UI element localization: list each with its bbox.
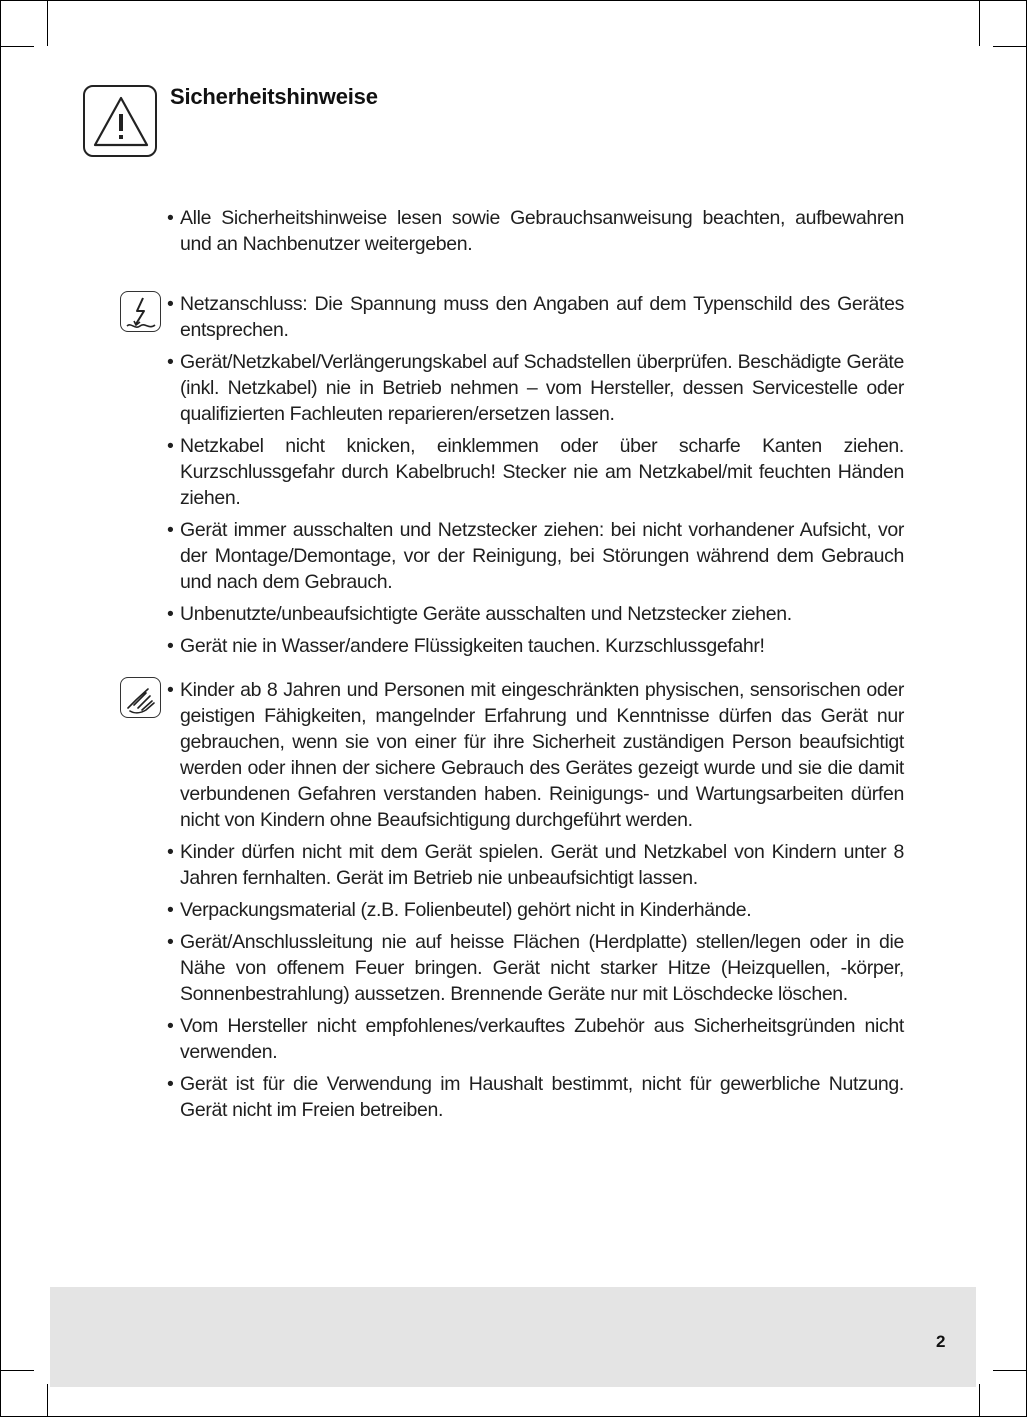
list-item: • Alle Sicherheitshinweise lesen sowie Gebrauchsanweisung beachten, aufbewahren und an Nachbenutzer weitergeben. [166,205,904,257]
list-item: • Gerät ist für die Verwendung im Haushalt bestimmt, nicht für gewerbliche Nutzung. Gerät nicht im Freien betreiben. [166,1071,904,1123]
list-item: • Gerät/Anschlussleitung nie auf heisse Flächen (Herdplatte) stellen/legen oder in die Nähe von offenem Feuer bringen. Gerät nicht starker Hitze (Heizquellen, -körper, Sonnenbestrahlung) aussetzen. Brennende Geräte nur mit Löschdecke löschen. [166,929,904,1007]
crop-mark [47,1384,48,1417]
list-item: • Kinder dürfen nicht mit dem Gerät spielen. Gerät und Netzkabel von Kindern unter 8 Jahren fernhalten. Gerät im Betrieb nie unbeaufsichtigt lassen. [166,839,904,891]
crop-mark [979,0,980,46]
crop-mark [993,1370,1027,1371]
crop-mark [47,0,48,46]
list-item: • Kinder ab 8 Jahren und Personen mit eingeschränkten physischen, sensorischen oder geistigen Fähigkeiten, mangelnder Erfahrung und Kenntnisse dürfen das Gerät nur gebrauchen, wenn sie von einer für ihre Sicherheit zuständigen Person beaufsichtigt werden oder ihnen der sichere Gebrauch des Gerätes gezeigt wurde und sie die damit verbundenen Gefahren verstanden haben. Reinigungs- und Wartungsarbeiten dürfen nicht von Kindern ohne Beaufsichtigung durchgeführt werden. [166,677,904,833]
list-item: • Gerät nie in Wasser/andere Flüssigkeiten tauchen. Kurzschlussgefahr! [166,633,904,659]
list-item: • Netzkabel nicht knicken, einklemmen oder über scharfe Kanten ziehen. Kurzschlussgefahr durch Kabelbruch! Stecker nie am Netzkabel/mit feuchten Händen ziehen. [166,433,904,511]
hand-icon [120,677,161,718]
list-item: • Verpackungsmaterial (z.B. Folienbeutel) gehört nicht in Kinderhände. [166,897,904,923]
page-number: 2 [936,1332,946,1351]
list-item: • Unbenutzte/unbeaufsichtigte Geräte ausschalten und Netzstecker ziehen. [166,601,904,627]
page-title: Sicherheitshinweise [170,84,378,109]
list-item: • Gerät/Netzkabel/Verlängerungskabel auf Schadstellen überprüfen. Beschädigte Geräte (inkl. Netzkabel) nie in Betrieb nehmen – vom Hersteller, dessen Servicestelle oder qualifizierten Fachleuten reparieren/ersetzen lassen. [166,349,904,427]
usage-safety-list [166,677,904,1129]
list-item: • Gerät immer ausschalten und Netzstecker ziehen: bei nicht vorhandener Aufsicht, vor der Montage/Demontage, vor der Reinigung, bei Störungen während dem Gebrauch und nach dem Gebrauch. [166,517,904,595]
footer-band [50,1287,976,1387]
warning-triangle-icon [83,85,157,157]
list-item: • Netzanschluss: Die Spannung muss den Angaben auf dem Typenschild des Gerätes entsprechen. [166,291,904,343]
crop-mark [0,1370,34,1371]
electrical-safety-list [166,291,904,665]
crop-mark [979,1384,980,1417]
list-item: • Vom Hersteller nicht empfohlenes/verkauftes Zubehör aus Sicherheitsgründen nicht verwenden. [166,1013,904,1065]
crop-mark [993,46,1027,47]
crop-mark [0,46,34,47]
electric-shock-icon [120,291,161,332]
general-safety-list [166,205,904,263]
